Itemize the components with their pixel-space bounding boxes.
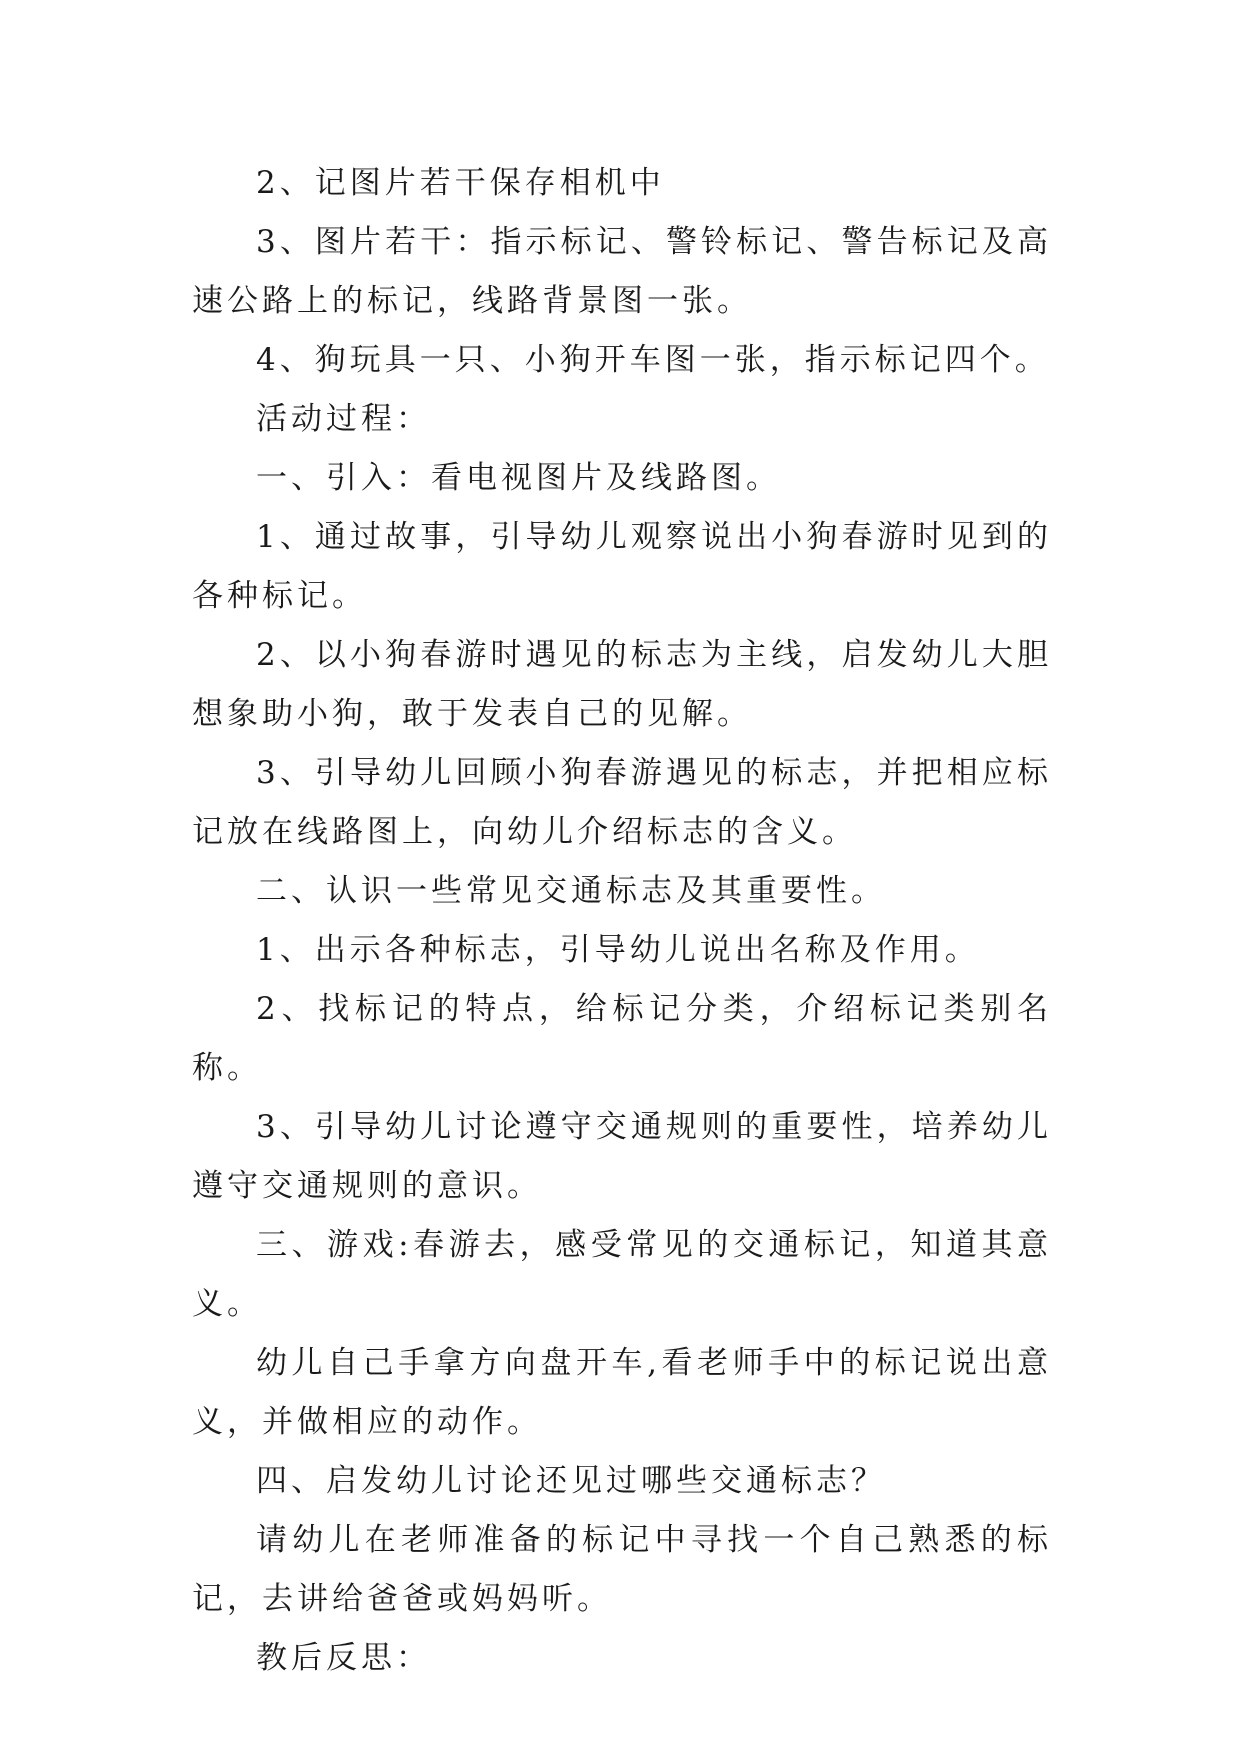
- section-heading-1: 一、引入：看电视图片及线路图。: [256, 460, 781, 496]
- section-heading-3: 三、游戏:春游去，感受常见的交通标记，知道其意义。: [192, 1227, 1052, 1322]
- section-heading-2: 二、认识一些常见交通标志及其重要性。: [256, 873, 886, 909]
- paragraph-step-1-3: 3、引导幼儿回顾小狗春游遇见的标志，并把相应标记放在线路图上，向幼儿介绍标志的含义。: [192, 755, 1052, 850]
- paragraph-materials-4: 4、狗玩具一只、小狗开车图一张，指示标记四个。: [256, 342, 1050, 378]
- paragraph-materials-2: 2、记图片若干保存相机中: [256, 165, 665, 201]
- heading-reflection: 教后反思：: [256, 1640, 431, 1676]
- paragraph-step-2-3: 3、引导幼儿讨论遵守交通规则的重要性，培养幼儿遵守交通规则的意识。: [192, 1109, 1052, 1204]
- paragraph-step-1-2: 2、以小狗春游时遇见的标志为主线，启发幼儿大胆想象助小狗，敢于发表自己的见解。: [192, 637, 1052, 732]
- paragraph-step-4-1: 请幼儿在老师准备的标记中寻找一个自己熟悉的标记，去讲给爸爸或妈妈听。: [192, 1522, 1052, 1617]
- document-body: [192, 154, 1052, 1688]
- paragraph-step-2-1: 1、出示各种标志，引导幼儿说出名称及作用。: [256, 932, 980, 968]
- paragraph-step-2-2: 2、找标记的特点，给标记分类，介绍标记类别名称。: [192, 991, 1052, 1086]
- heading-activity-process: 活动过程：: [256, 401, 431, 437]
- paragraph-step-1-1: 1、通过故事，引导幼儿观察说出小狗春游时见到的各种标记。: [192, 519, 1052, 614]
- paragraph-step-3-1: 幼儿自己手拿方向盘开车,看老师手中的标记说出意义，并做相应的动作。: [192, 1345, 1052, 1440]
- paragraph-materials-3: 3、图片若干：指示标记、警铃标记、警告标记及高速公路上的标记，线路背景图一张。: [192, 224, 1052, 319]
- section-heading-4: 四、启发幼儿讨论还见过哪些交通标志？: [256, 1463, 886, 1499]
